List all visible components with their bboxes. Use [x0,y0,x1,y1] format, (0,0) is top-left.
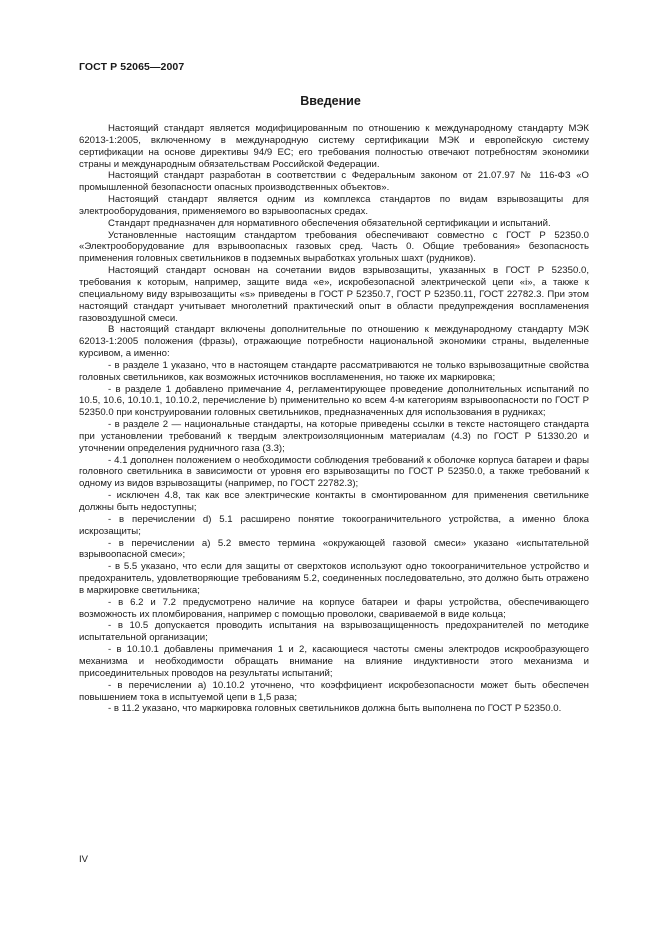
list-item: - в 11.2 указано, что маркировка головных светильников должна быть выполнена по ГОСТ Р 52350.0. [108,703,562,715]
section-title: Введение [300,94,361,108]
paragraph: В настоящий стандарт включены дополнительные по отношению к международному стандарту МЭК 62013-1:2005 положения (фразы), отражающие потребности национальной экономики страны, выделенные курсивом, а именно: [79,324,589,360]
paragraph: Настоящий стандарт является одним из комплекса стандартов по видам взрывозащиты для электрооборудования, применяемого во взрывоопасных средах. [79,194,589,217]
list-item: - исключен 4.8, так как все электрические контакты в смонтированном для применения светильнике должны быть недоступны; [79,490,589,513]
paragraph: Установленные настоящим стандартом требования обеспечивают совместно с ГОСТ Р 52350.0 «Электрооборудование для взрывоопасных газовых сред. Часть 0. Общие требования» безопасность применения головных светильников в подземных выработках угольных шахт (рудников). [79,229,589,265]
list-item: - в перечислении а) 10.10.2 уточнено, что коэффициент искробезопасности может быть обеспечен повышением тока в испытуемой цепи в 1,5 раза; [79,679,589,703]
body-text [79,123,589,715]
list-item: - в разделе 2 — национальные стандарты, на которые приведены ссылки в тексте настоящего стандарта при установлении требований к твердым электроизоляционным материалам (4.3) по ГОСТ Р 51330.20 и уточнении определения рудничного газа (3.3); [79,419,589,454]
paragraph: Настоящий стандарт основан на сочетании видов взрывозащиты, указанных в ГОСТ Р 52350.0, требования к которым, например, защите вида «е», искробезопасной электрической цепи «i», а также к специальному виду взрывозащиты «s» приведены в ГОСТ Р 52350.7, ГОСТ Р 52350.11, ГОСТ 22782.3. При этом настоящий стандарт учитывает многолетний практический опыт в области предупреждения воспламенения газовоздушной смеси. [79,265,589,324]
paragraph: Настоящий стандарт является модифицированным по отношению к международному стандарту МЭК 62013-1:2005, включенному в международную систему сертификации МЭК и европейскую систему сертификации на основе директивы 94/9 ЕС; его требования полностью отвечают потребностям экономики страны и международным обязательствам Российской Федерации. [79,123,589,170]
list-item: - в разделе 1 указано, что в настоящем стандарте рассматриваются не только взрывозащитные свойства головных светильников, как возможных источников воспламенения, но также их маркировка; [79,359,589,383]
list-item: - в 5.5 указано, что если для защиты от сверхтоков используют одно токоограничительное устройство и предохранитель, удовлетворяющие требованиям 5.2, соединенных последовательно, это должно быть отражено в маркировке светильника; [79,561,589,596]
paragraph: Стандарт предназначен для нормативного обеспечения обязательной сертификации и испытаний. [108,217,551,229]
list-item: - в 6.2 и 7.2 предусмотрено наличие на корпусе батареи и фары устройства, обеспечивающего возможность их пломбирования, например с помощью проволоки, свариваемой в виде кольца; [79,596,589,620]
paragraph: Настоящий стандарт разработан в соответствии с Федеральным законом от 21.07.97 № 116-ФЗ «О промышленной безопасности опасных производственных объектов». [79,170,589,194]
list-item: - в 10.5 допускается проводить испытания на взрывозащищенность предохранителей по методике испытательной организации; [79,620,589,644]
document-header: ГОСТ Р 52065—2007 [79,61,185,73]
list-item: - в перечислении d) 5.1 расширено понятие токоограничительного устройства, а именно блока искрозащиты; [79,513,589,537]
list-item: - в 10.10.1 добавлены примечания 1 и 2, касающиеся частоты смены электродов искрообразующего механизма и необходимости обращать внимание на влияние индуктивности этого механизма и присоединительных проводов на результаты испытаний; [79,644,589,679]
page-number: IV [79,854,88,865]
list-item: - в перечислении а) 5.2 вместо термина «окружающей газовой смеси» указано «испытательной взрывоопасной смеси»; [79,537,589,561]
list-item: - 4.1 дополнен положением о необходимости соблюдения требований к оболочке корпуса батареи и фары головного светильника в зависимости от уровня его взрывозащиты по ГОСТ Р 52350.0, а также требований к одному из видов взрывозащиты (например, по ГОСТ 22782.3); [79,454,589,490]
list-item: - в разделе 1 добавлено примечание 4, регламентирующее проведение дополнительных испытаний по 10.5, 10.6, 10.10.1, 10.10.2, перечисление b) применительно ко всем 4-м категориям взрывоопасности по ГОСТ Р 52350.0 при конструировании головных светильников, предназначенных для использования в рудниках; [79,383,589,419]
